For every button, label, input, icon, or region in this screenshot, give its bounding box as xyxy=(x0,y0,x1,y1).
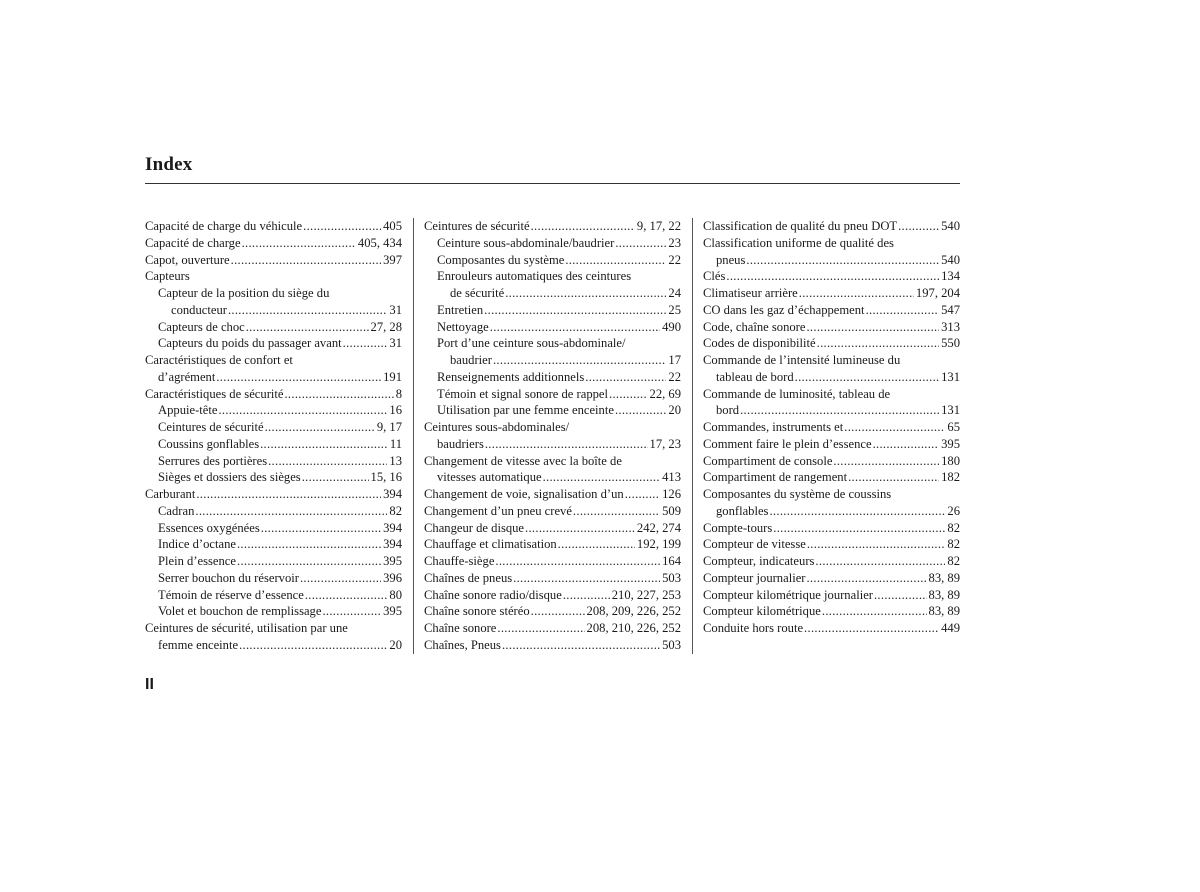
index-entry-text: Capteur de la position du siège du xyxy=(158,286,330,300)
index-entry-page: 8 xyxy=(395,386,402,401)
leader-dots xyxy=(573,503,660,520)
index-entry xyxy=(145,402,402,419)
index-entry-page: 395 xyxy=(383,604,402,619)
index-entry-page: 13 xyxy=(389,453,402,468)
index-entry xyxy=(145,503,402,520)
index-entry-text: Capot, ouverture xyxy=(145,252,230,267)
index-entry-text: Chaînes de pneus xyxy=(424,570,513,585)
index-entry xyxy=(703,453,960,470)
index-entry-page: 208, 210, 226, 252 xyxy=(586,621,681,635)
index-entry-text: Changement de voie, signalisation d’un xyxy=(424,487,624,501)
index-entry-page: 31 xyxy=(389,302,402,317)
leader-dots xyxy=(543,469,661,486)
index-entry xyxy=(424,302,681,319)
index-entry xyxy=(703,570,960,587)
index-entry xyxy=(703,319,960,336)
index-entry-text: Serrer bouchon du réservoir xyxy=(158,570,299,585)
index-entry-text: Essences oxygénées xyxy=(158,520,260,535)
index-entry-page: 131 xyxy=(941,403,960,418)
index-entry xyxy=(424,285,681,302)
column-divider xyxy=(413,218,414,654)
index-entry-text: Volet et bouchon de remplissage xyxy=(158,604,322,619)
index-entry-page: 82 xyxy=(389,503,402,518)
index-entry xyxy=(703,402,960,419)
index-entry-page: 509 xyxy=(662,503,681,518)
index-entry-text: Capteurs xyxy=(145,269,190,284)
index-entry-page: 25 xyxy=(668,302,681,317)
index-entry-page: 413 xyxy=(662,470,681,485)
index-entry-page: 540 xyxy=(941,252,960,267)
index-entry xyxy=(703,252,960,269)
index-entry-page: 82 xyxy=(947,537,960,552)
leader-dots xyxy=(806,319,939,336)
index-entry-text: Commandes, instruments et xyxy=(703,420,844,434)
leader-dots xyxy=(303,218,381,235)
leader-dots xyxy=(302,469,369,486)
index-entry xyxy=(703,285,960,302)
index-entry-text: Ceintures de sécurité xyxy=(424,219,530,233)
leader-dots xyxy=(726,268,939,285)
leader-dots xyxy=(246,319,369,336)
index-entry xyxy=(424,402,681,419)
index-entry-text: Changeur de disque xyxy=(424,520,525,535)
index-entry-page: 27, 28 xyxy=(370,319,402,334)
index-entry-page: 182 xyxy=(941,470,960,485)
index-entry xyxy=(703,620,960,637)
index-entry-page: 9, 17, 22 xyxy=(636,219,681,233)
index-entry-page: 83, 89 xyxy=(928,587,960,602)
index-entry-text: CO dans les gaz d’échappement xyxy=(703,302,865,317)
index-entry-text: Cadran xyxy=(158,503,195,518)
index-entry-page: 394 xyxy=(383,537,402,552)
leader-dots xyxy=(531,218,635,235)
leader-dots xyxy=(822,603,927,620)
leader-dots xyxy=(531,603,585,620)
index-entry-text: Entretien xyxy=(437,302,484,317)
index-entry-text: Conduite hors route xyxy=(703,621,804,635)
index-entry xyxy=(424,218,681,235)
index-entry-text: Commande de l’intensité lumineuse du xyxy=(703,353,901,367)
index-entry-text: Ceintures de sécurité xyxy=(158,420,264,434)
index-entry-text: Changement d’un pneu crevé xyxy=(424,503,572,518)
index-entry xyxy=(703,603,960,620)
index-entry xyxy=(145,235,402,252)
leader-dots xyxy=(558,536,635,553)
index-entry xyxy=(145,252,402,269)
index-entry-text: Codes de disponibilité xyxy=(703,336,816,351)
index-entry xyxy=(424,503,681,520)
leader-dots xyxy=(493,352,666,369)
index-entry xyxy=(424,637,681,654)
leader-dots xyxy=(848,469,939,486)
index-entry xyxy=(424,570,681,587)
index-entry-text: Coussins gonflables xyxy=(158,436,260,451)
leader-dots xyxy=(565,252,666,269)
index-entry xyxy=(424,352,681,369)
index-entry-text: Sièges et dossiers des sièges xyxy=(158,470,301,485)
leader-dots xyxy=(490,319,660,336)
index-entry xyxy=(145,285,402,302)
index-entry xyxy=(424,419,681,436)
leader-dots xyxy=(806,570,926,587)
index-entry-text: Ceinture sous-abdominale/baudrier xyxy=(437,235,615,250)
index-entry xyxy=(145,352,402,369)
index-entry xyxy=(145,637,402,654)
leader-dots xyxy=(740,402,939,419)
index-entry xyxy=(703,218,960,235)
index-entry-page: 208, 209, 226, 252 xyxy=(586,604,681,619)
index-entry-page: 490 xyxy=(662,319,681,334)
index-entry-text: Ceintures sous-abdominales/ xyxy=(424,420,570,434)
index-entry-text: Appuie-tête xyxy=(158,403,218,418)
index-entry xyxy=(424,520,681,537)
index-column-2 xyxy=(424,218,681,654)
leader-dots xyxy=(237,553,381,570)
index-entry-page: 83, 89 xyxy=(928,570,960,585)
index-entry-page: 394 xyxy=(383,520,402,535)
index-entry-page: 395 xyxy=(941,436,960,451)
index-entry xyxy=(703,335,960,352)
leader-dots xyxy=(484,302,666,319)
index-entry-text: Commande de luminosité, tableau de xyxy=(703,386,891,401)
index-entry xyxy=(145,536,402,553)
leader-dots xyxy=(239,637,387,654)
index-entry-text: tableau de bord xyxy=(716,369,794,384)
index-entry xyxy=(703,386,960,403)
index-entry-page: 24 xyxy=(668,286,681,300)
index-entry xyxy=(703,369,960,386)
leader-dots xyxy=(898,218,939,235)
index-entry-page: 394 xyxy=(383,487,402,501)
index-entry-text: Compteur, indicateurs xyxy=(703,554,815,568)
index-entry-text: Indice d’octane xyxy=(158,537,236,552)
index-entry xyxy=(703,469,960,486)
index-entry xyxy=(703,302,960,319)
index-entry-text: gonflables xyxy=(716,503,769,518)
index-entry-text: Chaîne sonore radio/disque xyxy=(424,587,562,602)
index-entry-text: Nettoyage xyxy=(437,319,489,334)
leader-dots xyxy=(216,369,381,386)
index-entry xyxy=(145,386,402,403)
index-entry xyxy=(424,252,681,269)
index-entry xyxy=(703,503,960,520)
leader-dots xyxy=(196,486,381,503)
index-entry-text: Chaîne sonore xyxy=(424,621,497,635)
index-entry-page: 131 xyxy=(941,369,960,384)
index-entry-page: 22 xyxy=(668,369,681,384)
index-entry-page: 503 xyxy=(662,570,681,585)
index-entry-text: Caractéristiques de confort et xyxy=(145,353,293,367)
index-entry xyxy=(703,352,960,369)
index-entry-page: 16 xyxy=(389,403,402,418)
leader-dots xyxy=(873,436,940,453)
leader-dots xyxy=(833,453,939,470)
leader-dots xyxy=(609,386,648,403)
index-entry-text: Climatiseur arrière xyxy=(703,286,798,300)
index-entry xyxy=(703,419,960,436)
index-entry xyxy=(424,268,681,285)
index-entry xyxy=(703,486,960,503)
leader-dots xyxy=(866,302,940,319)
index-entry-page: 395 xyxy=(383,554,402,568)
index-entry xyxy=(424,469,681,486)
index-entry xyxy=(703,536,960,553)
index-entry-text: Renseignements additionnels xyxy=(437,369,585,384)
index-entry-text: Clés xyxy=(703,269,726,284)
index-entry xyxy=(145,553,402,570)
index-entry xyxy=(145,419,402,436)
index-entry-page: 210, 227, 253 xyxy=(611,587,681,602)
column-divider xyxy=(692,218,693,654)
leader-dots xyxy=(773,520,945,537)
index-entry-page: 20 xyxy=(668,403,681,418)
index-entry-text: femme enceinte xyxy=(158,637,239,652)
leader-dots xyxy=(228,302,387,319)
index-entry xyxy=(145,486,402,503)
index-entry xyxy=(145,302,402,319)
index-entry-text: Plein d’essence xyxy=(158,554,236,568)
title-rule xyxy=(145,183,960,184)
index-entry xyxy=(145,620,402,637)
index-entry xyxy=(145,520,402,537)
index-entry xyxy=(424,386,681,403)
index-entry xyxy=(424,335,681,352)
index-entry-page: 82 xyxy=(947,554,960,568)
index-entry-text: Compte-tours xyxy=(703,520,773,535)
index-entry-text: de sécurité xyxy=(450,286,505,300)
index-entry-page: 405, 434 xyxy=(357,235,402,250)
index-entry-page: 134 xyxy=(941,269,960,284)
index-entry-text: Classification uniforme de qualité des xyxy=(703,235,894,250)
index-entry xyxy=(145,369,402,386)
index-entry-page: 180 xyxy=(941,453,960,468)
index-entry-text: Compteur de vitesse xyxy=(703,537,806,552)
leader-dots xyxy=(615,402,666,419)
index-entry-text: Chaîne sonore stéréo xyxy=(424,604,530,619)
leader-dots xyxy=(585,369,666,386)
index-entry-text: Classification de qualité du pneu DOT xyxy=(703,219,898,233)
index-entry xyxy=(424,553,681,570)
index-entry-text: Compteur kilométrique xyxy=(703,604,821,619)
index-entry-page: 191 xyxy=(383,369,402,384)
index-entry-text: conducteur xyxy=(171,302,227,317)
leader-dots xyxy=(195,503,387,520)
index-entry xyxy=(424,536,681,553)
leader-dots xyxy=(799,285,914,302)
leader-dots xyxy=(769,503,945,520)
index-column-1 xyxy=(145,218,402,654)
index-entry-page: 550 xyxy=(941,336,960,351)
index-entry-text: Composantes du système de coussins xyxy=(703,487,892,501)
index-entry xyxy=(424,486,681,503)
index-entry-page: 17 xyxy=(668,353,681,367)
index-entry-text: Chaînes, Pneus xyxy=(424,637,501,652)
index-entry-page: 405 xyxy=(383,219,402,233)
index-entry xyxy=(424,620,681,637)
index-entry-page: 242, 274 xyxy=(636,520,681,535)
index-entry-text: pneus xyxy=(716,252,746,267)
index-entry-text: Capacité de charge xyxy=(145,235,241,250)
index-entry-page: 11 xyxy=(389,436,402,451)
index-entry xyxy=(145,268,402,285)
index-entry-page: 540 xyxy=(941,219,960,233)
index-entry-page: 82 xyxy=(947,520,960,535)
leader-dots xyxy=(268,453,387,470)
leader-dots xyxy=(242,235,356,252)
leader-dots xyxy=(261,520,381,537)
index-entry xyxy=(145,436,402,453)
index-entry-text: bord xyxy=(716,403,740,418)
index-entry-page: 449 xyxy=(941,621,960,635)
index-entry-text: Enrouleurs automatiques des ceintures xyxy=(437,269,632,284)
index-entry xyxy=(424,603,681,620)
index-entry-page: 17, 23 xyxy=(649,436,681,451)
index-entry-text: Caractéristiques de sécurité xyxy=(145,386,284,401)
index-entry-page: 26 xyxy=(947,503,960,518)
index-entry-text: d’agrément xyxy=(158,369,216,384)
index-entry-text: Compartiment de rangement xyxy=(703,470,848,485)
index-entry-text: Ceintures de sécurité, utilisation par une xyxy=(145,621,348,635)
index-entry xyxy=(145,603,402,620)
index-entry xyxy=(424,369,681,386)
leader-dots xyxy=(815,553,945,570)
leader-dots xyxy=(525,520,635,537)
leader-dots xyxy=(505,285,666,302)
index-entry-page: 15, 16 xyxy=(370,470,402,485)
leader-dots xyxy=(497,620,584,637)
leader-dots xyxy=(237,536,381,553)
leader-dots xyxy=(260,436,388,453)
index-entry-text: Témoin de réserve d’essence xyxy=(158,587,304,602)
index-entry-page: 22 xyxy=(668,252,681,267)
index-entry xyxy=(145,570,402,587)
index-entry-text: Chauffe-siège xyxy=(424,554,495,568)
index-entry-text: vitesses automatique xyxy=(437,470,542,485)
page-title: Index xyxy=(145,154,193,175)
index-entry-page: 397 xyxy=(383,252,402,267)
index-entry-text: Changement de vitesse avec la boîte de xyxy=(424,453,622,468)
index-entry-text: Utilisation par une femme enceinte xyxy=(437,403,614,418)
index-entry-page: 23 xyxy=(668,235,681,250)
leader-dots xyxy=(343,335,388,352)
leader-dots xyxy=(495,553,660,570)
leader-dots xyxy=(844,419,945,436)
leader-dots xyxy=(502,637,660,654)
index-entry-text: Chauffage et climatisation xyxy=(424,537,557,552)
index-entry-text: Capacité de charge du véhicule xyxy=(145,219,303,233)
index-entry-page: 126 xyxy=(662,487,681,501)
leader-dots xyxy=(485,436,648,453)
index-entry-page: 164 xyxy=(662,554,681,568)
leader-dots xyxy=(218,402,387,419)
index-entry-text: Serrures des portières xyxy=(158,453,268,468)
leader-dots xyxy=(615,235,666,252)
index-entry xyxy=(145,469,402,486)
index-entry-text: Compteur kilométrique journalier xyxy=(703,587,873,602)
leader-dots xyxy=(874,587,927,604)
index-entry xyxy=(424,587,681,604)
index-entry-page: 192, 199 xyxy=(636,537,681,552)
index-entry xyxy=(424,453,681,470)
index-entry-text: Compteur journalier xyxy=(703,570,806,585)
index-entry xyxy=(703,587,960,604)
leader-dots xyxy=(795,369,939,386)
leader-dots xyxy=(231,252,381,269)
index-entry-text: Carburant xyxy=(145,487,196,501)
index-entry-page: 396 xyxy=(383,570,402,585)
index-entry-text: Port d’une ceinture sous-abdominale/ xyxy=(437,336,626,351)
leader-dots xyxy=(322,603,381,620)
index-entry xyxy=(703,520,960,537)
index-entry-text: Témoin et signal sonore de rappel xyxy=(437,386,609,401)
index-entry-page: 197, 204 xyxy=(915,286,960,300)
leader-dots xyxy=(817,335,939,352)
index-entry xyxy=(145,587,402,604)
index-entry xyxy=(145,453,402,470)
index-entry-text: Composantes du système xyxy=(437,252,565,267)
index-entry xyxy=(424,436,681,453)
index-entry-page: 20 xyxy=(389,637,402,652)
index-entry xyxy=(145,218,402,235)
index-entry xyxy=(424,319,681,336)
index-entry-page: 31 xyxy=(389,336,402,351)
index-entry xyxy=(703,268,960,285)
index-entry-text: Comment faire le plein d’essence xyxy=(703,436,872,451)
index-entry-text: baudriers xyxy=(437,436,484,451)
index-entry xyxy=(424,235,681,252)
leader-dots xyxy=(300,570,381,587)
index-entry-page: 22, 69 xyxy=(649,386,681,401)
index-entry-page: 83, 89 xyxy=(928,604,960,619)
page-number: II xyxy=(145,676,154,693)
index-entry-text: Compartiment de console xyxy=(703,453,833,468)
index-column-3 xyxy=(703,218,960,637)
leader-dots xyxy=(804,620,939,637)
index-entry xyxy=(703,553,960,570)
leader-dots xyxy=(563,587,610,604)
leader-dots xyxy=(265,419,375,436)
index-entry-text: Code, chaîne sonore xyxy=(703,319,806,334)
index-entry-page: 80 xyxy=(389,587,402,602)
leader-dots xyxy=(284,386,393,403)
index-entry-text: baudrier xyxy=(450,353,492,367)
leader-dots xyxy=(807,536,946,553)
index-entry-text: Capteurs du poids du passager avant xyxy=(158,336,342,351)
index-entry xyxy=(145,335,402,352)
index-entry-text: Capteurs de choc xyxy=(158,319,245,334)
leader-dots xyxy=(746,252,939,269)
index-entry-page: 65 xyxy=(947,420,960,434)
index-entry xyxy=(145,319,402,336)
index-entry xyxy=(703,235,960,252)
index-entry-page: 313 xyxy=(941,319,960,334)
leader-dots xyxy=(305,587,388,604)
index-entry-page: 9, 17 xyxy=(376,420,402,434)
index-entry-page: 503 xyxy=(662,637,681,652)
index-entry xyxy=(703,436,960,453)
index-entry-page: 547 xyxy=(941,302,960,317)
leader-dots xyxy=(625,486,660,503)
leader-dots xyxy=(513,570,660,587)
